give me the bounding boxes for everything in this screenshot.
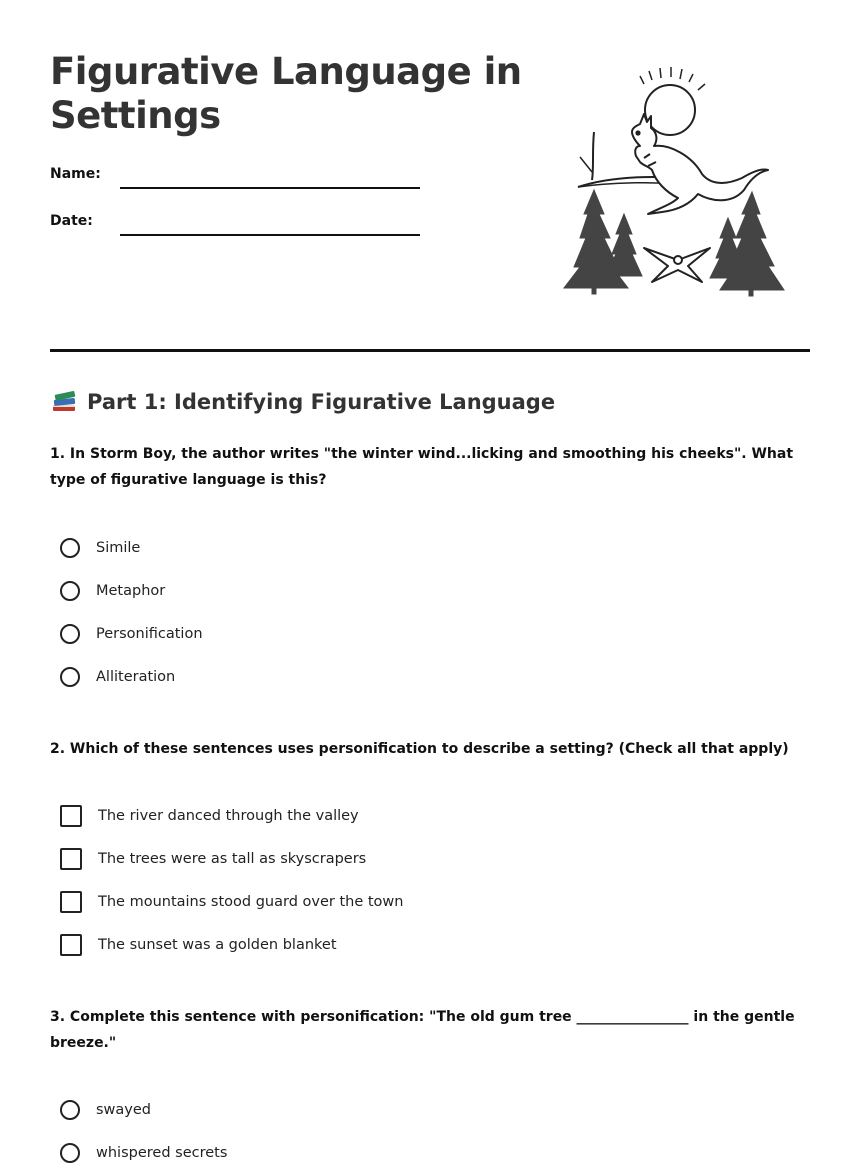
option-label: whispered secrets [96, 1145, 228, 1161]
radio-button[interactable] [60, 624, 80, 644]
date-label: Date: [50, 213, 93, 229]
part1-heading [50, 388, 555, 416]
name-label: Name: [50, 166, 101, 182]
option-label: Alliteration [96, 669, 176, 685]
campfire-icon [644, 248, 710, 282]
tree-icon [564, 190, 642, 294]
option-label: The mountains stood guard over the town [98, 894, 404, 910]
radio-button[interactable] [60, 1100, 80, 1120]
worksheet-title: Figurative Language in Settings [50, 50, 522, 137]
checkbox[interactable] [60, 848, 82, 870]
q2-option-mountains[interactable] [60, 889, 403, 915]
q1-option-alliteration[interactable] [60, 664, 175, 690]
q2-option-river[interactable] [60, 803, 359, 829]
option-label: The river danced through the valley [98, 808, 359, 824]
q2-option-sunset[interactable] [60, 932, 337, 958]
name-field[interactable] [120, 187, 420, 189]
question-2-text: 2. Which of these sentences uses personification to describe a setting? (Check all that apply) [50, 741, 789, 757]
checkbox[interactable] [60, 891, 82, 913]
q2-option-trees[interactable] [60, 846, 366, 872]
radio-button[interactable] [60, 1143, 80, 1163]
option-label: swayed [96, 1102, 152, 1118]
question-1-text: 1. In Storm Boy, the author writes "the winter wind...licking and smoothing his cheeks". What type of figurative language is this? [50, 446, 794, 488]
books-icon [50, 388, 78, 416]
option-label: The trees were as tall as skyscrapers [98, 851, 367, 867]
q3-option-swayed[interactable] [60, 1097, 151, 1123]
date-field[interactable] [120, 234, 420, 236]
branch [592, 132, 594, 180]
checkbox[interactable] [60, 934, 82, 956]
section-divider [50, 349, 810, 352]
question-3-text: 3. Complete this sentence with personification: "The old gum tree ________________ in the gentle breeze." [50, 1009, 795, 1051]
kangaroo-icon [632, 114, 768, 214]
kangaroo-illustration [552, 62, 792, 302]
q3-option-whispered[interactable] [60, 1140, 227, 1166]
tree-icon [710, 192, 784, 296]
option-label: Simile [96, 540, 141, 556]
option-label: Personification [96, 626, 203, 642]
checkbox[interactable] [60, 805, 82, 827]
radio-button[interactable] [60, 667, 80, 687]
radio-button[interactable] [60, 538, 80, 558]
part1-heading-text: Part 1: Identifying Figurative Language [87, 390, 556, 414]
option-label: The sunset was a golden blanket [98, 937, 337, 953]
sun-icon [645, 85, 695, 135]
q1-option-personification[interactable] [60, 621, 203, 647]
q1-option-metaphor[interactable] [60, 578, 165, 604]
option-label: Metaphor [96, 583, 166, 599]
radio-button[interactable] [60, 581, 80, 601]
q1-option-simile[interactable] [60, 535, 140, 561]
